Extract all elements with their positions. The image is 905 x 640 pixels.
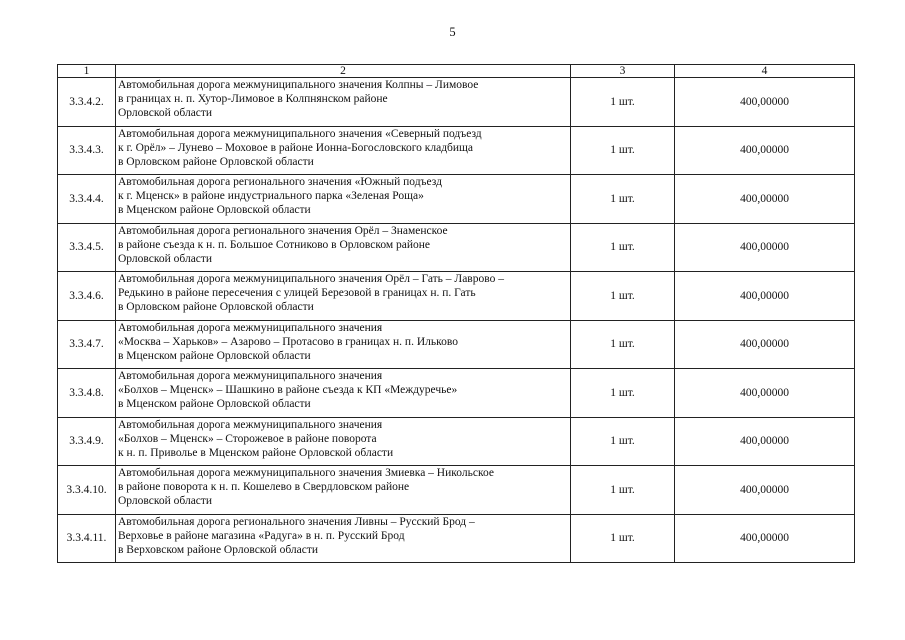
description-line: Автомобильная дорога межмуниципального значения bbox=[118, 321, 383, 334]
description-line: в районе поворота к н. п. Кошелево в Свердловском районе bbox=[118, 481, 410, 493]
row-value: 400,00000 bbox=[675, 175, 855, 224]
description-line: Автомобильная дорога межмуниципального значения «Северный подъезд bbox=[118, 127, 482, 140]
page-number: 5 bbox=[449, 25, 456, 39]
column-header-value: 4 bbox=[675, 65, 855, 78]
description-line: Орловской области bbox=[118, 252, 213, 265]
description-line: в границах н. п. Хутор-Лимовое в Колпнянском районе bbox=[118, 93, 388, 105]
row-unit: 1 шт. bbox=[571, 126, 675, 175]
row-number: 3.3.4.2. bbox=[58, 78, 116, 127]
table-row bbox=[58, 78, 855, 127]
row-number: 3.3.4.8. bbox=[58, 369, 116, 418]
row-number: 3.3.4.3. bbox=[58, 126, 116, 175]
row-unit: 1 шт. bbox=[571, 78, 675, 127]
row-value: 400,00000 bbox=[675, 369, 855, 418]
row-value: 400,00000 bbox=[675, 272, 855, 321]
row-description bbox=[116, 272, 571, 321]
description-line: Автомобильная дорога межмуниципального значения bbox=[118, 370, 383, 382]
description-line: Орловской области bbox=[118, 107, 213, 119]
row-number: 3.3.4.11. bbox=[58, 514, 116, 563]
description-line: в Орловском районе Орловской области bbox=[118, 301, 314, 313]
row-description bbox=[116, 223, 571, 272]
row-unit: 1 шт. bbox=[571, 320, 675, 369]
table-row bbox=[58, 466, 855, 515]
row-description bbox=[116, 466, 571, 515]
column-header-unit: 3 bbox=[571, 65, 675, 78]
description-line: в Орловском районе Орловской области bbox=[118, 155, 314, 168]
table-row bbox=[58, 320, 855, 369]
row-description bbox=[116, 369, 571, 418]
description-line: Редькино в районе пересечения с улицей Березовой в границах н. п. Гать bbox=[118, 287, 476, 299]
row-number: 3.3.4.7. bbox=[58, 320, 116, 369]
table-row bbox=[58, 514, 855, 563]
row-value: 400,00000 bbox=[675, 223, 855, 272]
row-value: 400,00000 bbox=[675, 514, 855, 563]
row-description bbox=[116, 126, 571, 175]
table-row bbox=[58, 369, 855, 418]
description-line: к н. п. Приволье в Мценском районе Орловской области bbox=[118, 446, 394, 459]
description-line: в Мценском районе Орловской области bbox=[118, 398, 311, 410]
description-line: Автомобильная дорога межмуниципального значения Орёл – Гать – Лаврово – bbox=[118, 273, 504, 285]
description-line: Автомобильная дорога регионального значения «Южный подъезд bbox=[118, 176, 442, 188]
header-row bbox=[58, 65, 855, 78]
row-unit: 1 шт. bbox=[571, 514, 675, 563]
description-line: к г. Мценск» в районе индустриального парка «Зеленая Роща» bbox=[118, 190, 424, 202]
description-line: Автомобильная дорога межмуниципального значения Змиевка – Никольское bbox=[118, 467, 494, 479]
row-unit: 1 шт. bbox=[571, 223, 675, 272]
row-unit: 1 шт. bbox=[571, 175, 675, 224]
column-header-number: 1 bbox=[58, 65, 116, 78]
roads-table bbox=[57, 64, 855, 563]
description-line: Верховье в районе магазина «Радуга» в н. п. Русский Брод bbox=[118, 529, 405, 542]
row-unit: 1 шт. bbox=[571, 272, 675, 321]
row-description bbox=[116, 175, 571, 224]
row-value: 400,00000 bbox=[675, 320, 855, 369]
row-number: 3.3.4.10. bbox=[58, 466, 116, 515]
table-row bbox=[58, 417, 855, 466]
description-line: «Болхов – Мценск» – Шашкино в районе съезда к КП «Междуречье» bbox=[118, 384, 458, 396]
description-line: Орловской области bbox=[118, 495, 213, 507]
row-unit: 1 шт. bbox=[571, 466, 675, 515]
row-description bbox=[116, 514, 571, 563]
row-value: 400,00000 bbox=[675, 126, 855, 175]
description-line: «Москва – Харьков» – Азарово – Протасово в границах н. п. Ильково bbox=[118, 335, 458, 348]
row-number: 3.3.4.9. bbox=[58, 417, 116, 466]
row-number: 3.3.4.4. bbox=[58, 175, 116, 224]
description-line: в Верховском районе Орловской области bbox=[118, 543, 319, 556]
row-number: 3.3.4.5. bbox=[58, 223, 116, 272]
row-value: 400,00000 bbox=[675, 417, 855, 466]
description-line: Автомобильная дорога регионального значения Ливны – Русский Брод – bbox=[118, 515, 475, 528]
table-row bbox=[58, 175, 855, 224]
row-value: 400,00000 bbox=[675, 78, 855, 127]
row-unit: 1 шт. bbox=[571, 369, 675, 418]
description-line: в районе съезда к н. п. Большое Сотниково в Орловском районе bbox=[118, 238, 431, 251]
description-line: Автомобильная дорога регионального значения Орёл – Знаменское bbox=[118, 224, 448, 237]
table-body bbox=[58, 78, 855, 563]
description-line: в Мценском районе Орловской области bbox=[118, 349, 311, 362]
description-line: Автомобильная дорога межмуниципального значения Колпны – Лимовое bbox=[118, 79, 479, 91]
row-number: 3.3.4.6. bbox=[58, 272, 116, 321]
row-value: 400,00000 bbox=[675, 466, 855, 515]
description-line: к г. Орёл» – Лунево – Моховое в районе Ионна-Богословского кладбища bbox=[118, 141, 474, 154]
table-row bbox=[58, 126, 855, 175]
table-row bbox=[58, 223, 855, 272]
description-line: в Мценском районе Орловской области bbox=[118, 204, 311, 216]
row-description bbox=[116, 78, 571, 127]
table-row bbox=[58, 272, 855, 321]
table-header bbox=[58, 65, 855, 78]
description-line: Автомобильная дорога межмуниципального значения bbox=[118, 418, 383, 431]
row-description bbox=[116, 417, 571, 466]
column-header-description: 2 bbox=[116, 65, 571, 78]
row-unit: 1 шт. bbox=[571, 417, 675, 466]
description-line: «Болхов – Мценск» – Сторожевое в районе поворота bbox=[118, 432, 377, 445]
row-description bbox=[116, 320, 571, 369]
